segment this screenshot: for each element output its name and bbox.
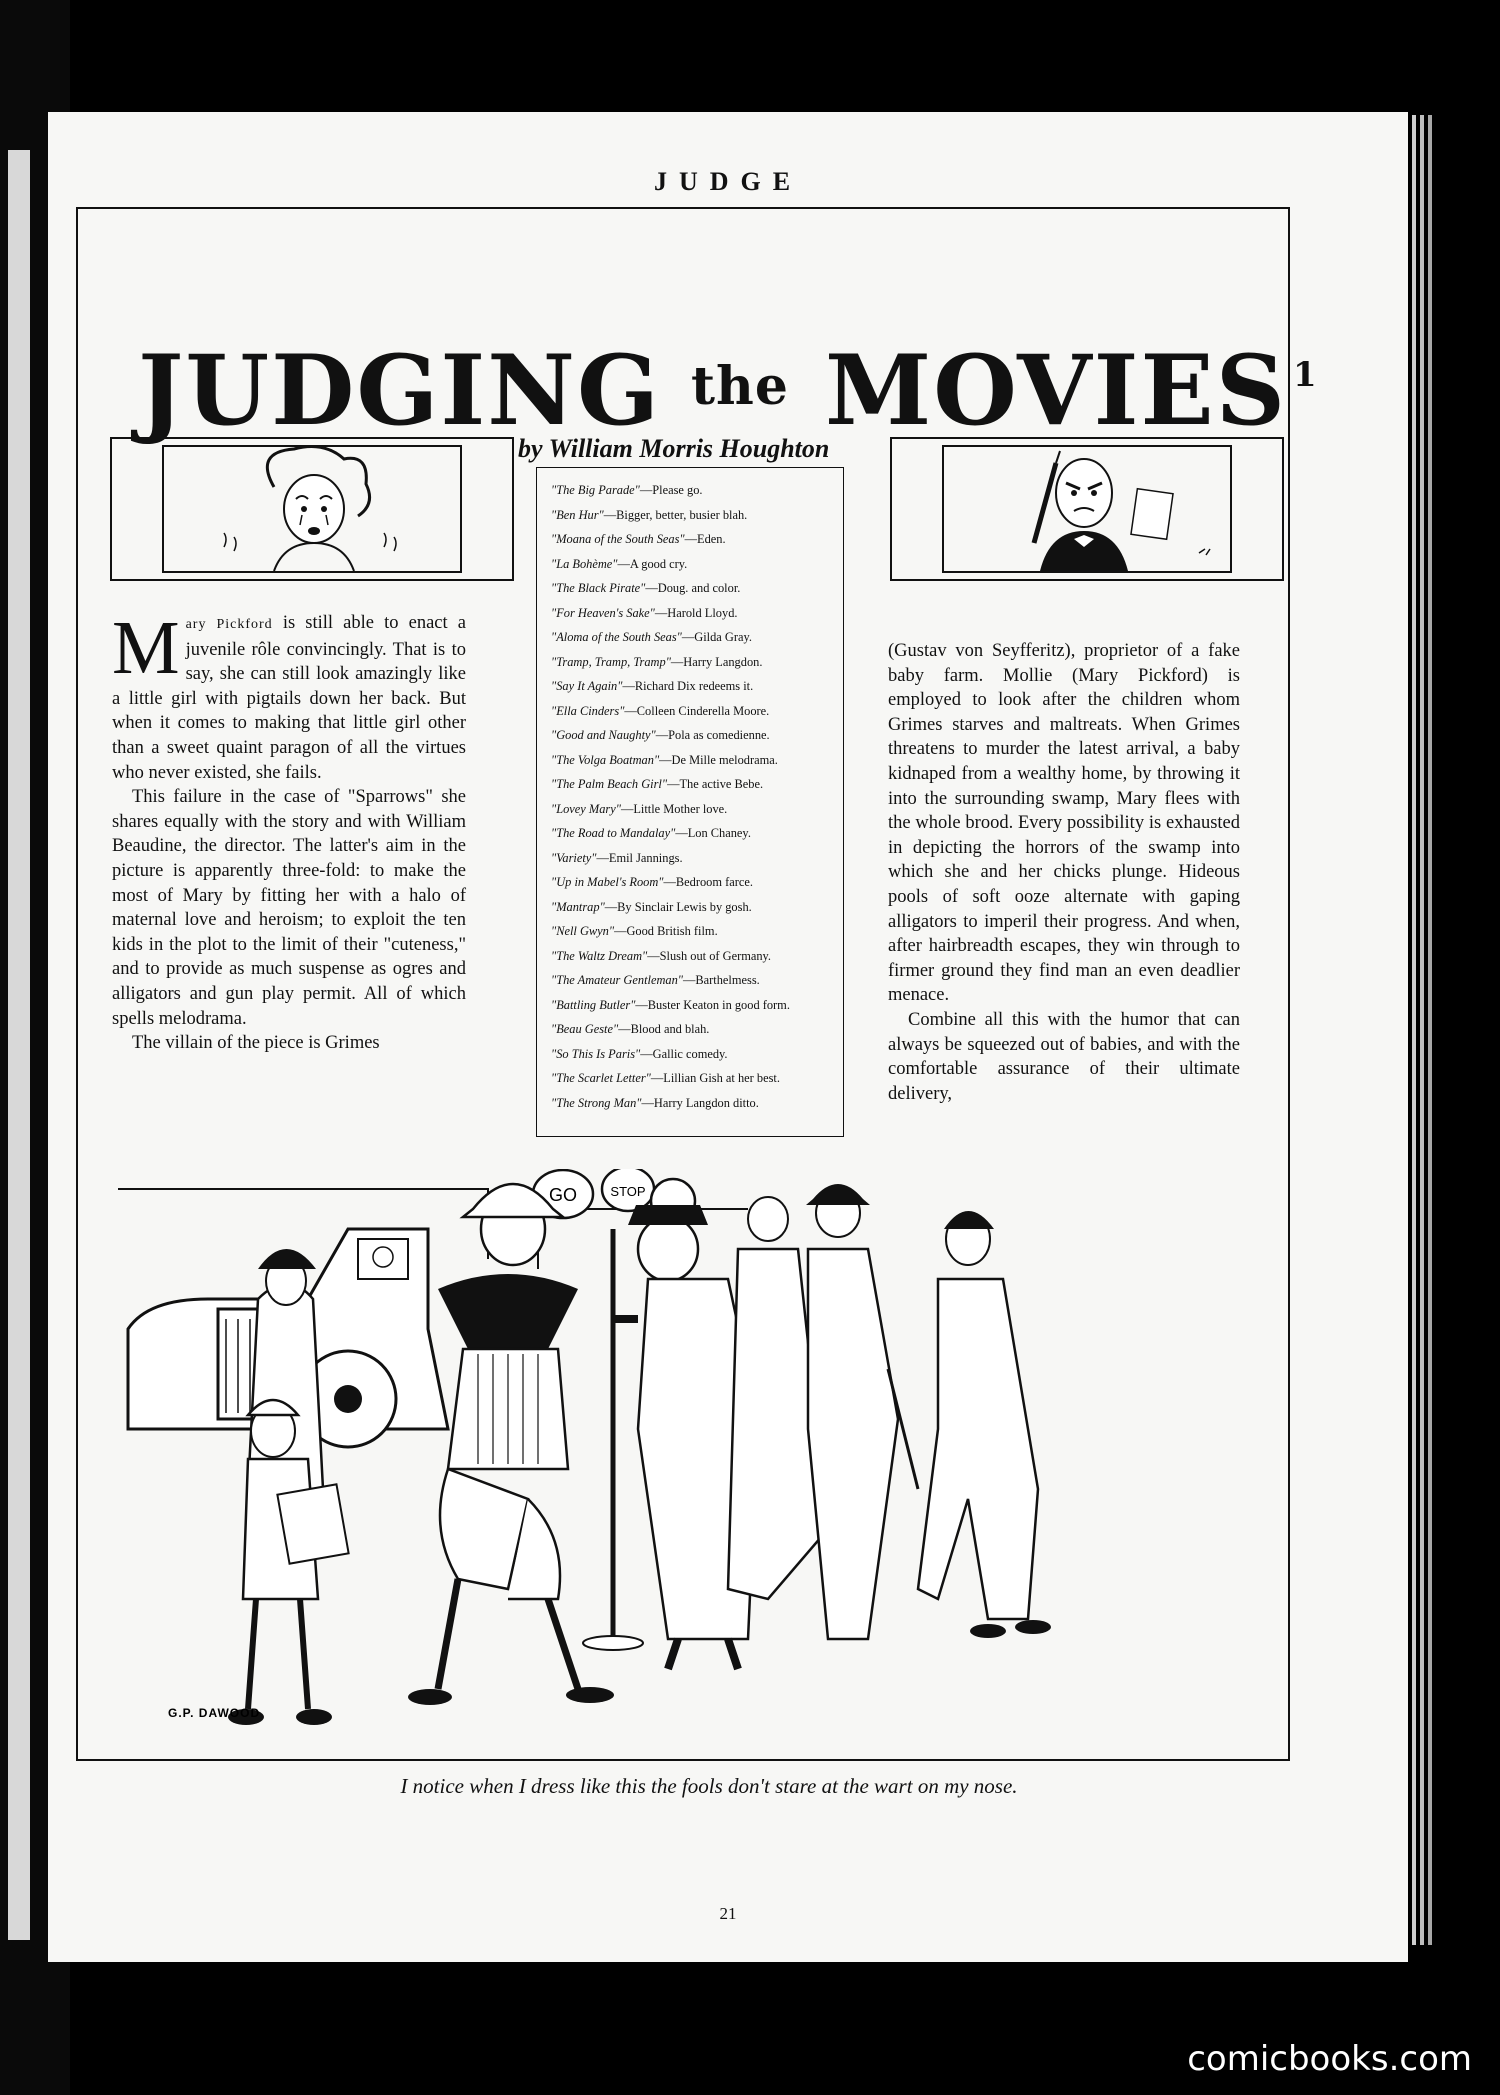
review-entry bbox=[551, 748, 833, 773]
film-title: "Battling Butler" bbox=[551, 997, 636, 1012]
review-entry bbox=[551, 601, 833, 626]
man-in-knickers-figure bbox=[408, 1184, 614, 1705]
bystanders-figures bbox=[728, 1184, 1051, 1639]
film-verdict: —Harold Lloyd. bbox=[654, 605, 738, 620]
review-entry bbox=[551, 846, 833, 871]
review-entry bbox=[551, 1091, 833, 1116]
article-frame bbox=[76, 207, 1319, 1798]
film-title: "Beau Geste" bbox=[551, 1022, 619, 1036]
signal-go-label: GO bbox=[548, 1185, 578, 1205]
review-entry bbox=[551, 1017, 833, 1042]
review-entry bbox=[551, 625, 833, 650]
masthead: JUDGE bbox=[653, 167, 803, 196]
title-word-judging: JUDGING bbox=[138, 334, 662, 447]
cartoon-caption: I notice when I dress like this the fools don't stare at the wart on my nose. bbox=[400, 1774, 1018, 1798]
signal-stop-label: STOP bbox=[610, 1184, 646, 1199]
review-entry bbox=[551, 723, 833, 748]
article-paragraph bbox=[112, 606, 466, 785]
film-verdict: —Lillian Gish at her best. bbox=[650, 1071, 780, 1085]
review-entry bbox=[551, 797, 833, 822]
review-entry bbox=[551, 674, 833, 699]
review-entry bbox=[551, 1042, 833, 1067]
byline: by William Morris Houghton bbox=[518, 434, 830, 463]
film-title: "The Road to Mandalay" bbox=[551, 826, 676, 840]
review-entry bbox=[551, 503, 833, 528]
review-entry bbox=[551, 478, 833, 503]
page-number: 21 bbox=[719, 1904, 737, 1923]
artist-signature: G.P. DAWOOD bbox=[168, 1706, 261, 1720]
article-paragraph: Combine all this with the humor that can always be squeezed out of babies, and with the comfortable assurance of their ultimate delivery, bbox=[888, 1009, 1240, 1104]
building-outline bbox=[118, 1189, 488, 1259]
review-entry bbox=[551, 650, 833, 675]
review-entry bbox=[551, 552, 833, 577]
quick-reviews-list bbox=[537, 468, 843, 1115]
review-entry bbox=[551, 699, 833, 724]
review-entry bbox=[551, 993, 833, 1018]
film-title: "The Big Parade" bbox=[551, 483, 640, 497]
film-title: "The Black Pirate" bbox=[551, 581, 646, 595]
previous-page-edge bbox=[8, 150, 30, 1940]
review-entry bbox=[551, 870, 833, 895]
film-verdict: —The active Bebe. bbox=[667, 777, 764, 791]
drop-cap: M bbox=[112, 606, 180, 690]
villain-with-pen-illustration bbox=[944, 447, 1230, 571]
left-text-column bbox=[112, 606, 466, 1056]
panel-inner-frame bbox=[162, 445, 462, 573]
review-entry bbox=[551, 1066, 833, 1091]
title-word-movies: MOVIES bbox=[824, 334, 1288, 447]
article-paragraph: This failure in the case of "Sparrows" she shares equally with the story and with William Beaudine, the director. The latter's aim in the picture is apparently three-fold: to make the most of Mary by fitting her with a halo of maternal love and heroism; to exploit the ten kids in the plot to the limit of their "cuteness," and to provide as much suspense as ogres and alligators and gun play permit. All of which spells melodrama. bbox=[112, 787, 466, 1029]
film-verdict: —Harry Langdon ditto. bbox=[641, 1095, 759, 1110]
film-title: "Say It Again" bbox=[551, 679, 623, 693]
review-entry bbox=[551, 968, 833, 993]
film-verdict: —Good British film. bbox=[614, 924, 718, 938]
quick-reviews-box bbox=[536, 467, 844, 1137]
review-entry bbox=[551, 576, 833, 601]
film-title: "The Scarlet Letter" bbox=[551, 1071, 651, 1085]
film-title: "Good and Naughty" bbox=[551, 728, 656, 742]
crying-girl-illustration bbox=[164, 447, 460, 571]
film-verdict: —Gallic comedy. bbox=[640, 1046, 728, 1061]
film-title: "Up in Mabel's Room" bbox=[551, 875, 664, 889]
street-scene-cartoon bbox=[108, 1169, 1258, 1759]
film-title: "Lovey Mary" bbox=[551, 801, 621, 816]
film-verdict: —Buster Keaton in good form. bbox=[635, 997, 790, 1012]
film-title: "The Strong Man" bbox=[551, 1095, 642, 1110]
page-edge bbox=[1428, 115, 1432, 1945]
film-title: "Ben Hur" bbox=[551, 507, 604, 522]
title-number: 1 bbox=[1293, 355, 1319, 395]
film-title: "Moana of the South Seas" bbox=[551, 532, 685, 546]
review-entry bbox=[551, 527, 833, 552]
film-title: "Ella Cinders" bbox=[551, 703, 625, 718]
watermark: comicbooks.com bbox=[1187, 2039, 1472, 2079]
boy-figure bbox=[228, 1400, 349, 1725]
review-entry bbox=[551, 919, 833, 944]
crying-girl-panel bbox=[110, 437, 514, 581]
page-edge bbox=[1420, 115, 1424, 1945]
review-entry bbox=[551, 944, 833, 969]
panel-inner-frame bbox=[942, 445, 1232, 573]
film-verdict: —Eden. bbox=[684, 532, 726, 546]
film-verdict: —Please go. bbox=[639, 483, 703, 497]
film-title: "Tramp, Tramp, Tramp" bbox=[551, 654, 671, 669]
review-entry bbox=[551, 821, 833, 846]
film-title: "Nell Gwyn" bbox=[551, 924, 615, 938]
film-title: "So This Is Paris" bbox=[551, 1046, 641, 1061]
article-paragraph: (Gustav von Seyfferitz), proprietor of a fake baby farm. Mollie (Mary Pickford) is employed to look after the children whom Grimes starves and maltreats. When Grimes threatens to murder the latest arrival, a baby kidnaped from a wealthy home, by throwing it into the surrounding swamp, Mary flees with the whole brood. Every possibility is exhausted in depicting the horrors of the swamp into which she and her chicks plunge. Hideous pools of soft ooze alternate with gaping alligators to imperil their progress. And when, after hairbreadth escapes, they win through to firmer ground they find man an even deadlier menace. bbox=[888, 641, 1240, 1006]
film-verdict: —Barthelmess. bbox=[683, 973, 760, 987]
film-verdict: —By Sinclair Lewis by gosh. bbox=[604, 899, 752, 914]
film-verdict: —Gilda Gray. bbox=[681, 630, 752, 644]
film-verdict: —Bigger, better, busier blah. bbox=[603, 507, 748, 522]
film-title: "The Palm Beach Girl" bbox=[551, 777, 668, 791]
article-title bbox=[138, 334, 1319, 447]
film-verdict: —Harry Langdon. bbox=[670, 654, 763, 669]
film-title: "Variety" bbox=[551, 850, 597, 865]
film-verdict: —Lon Chaney. bbox=[675, 826, 751, 840]
film-verdict: —Bedroom farce. bbox=[663, 875, 753, 889]
film-title: "For Heaven's Sake" bbox=[551, 605, 655, 620]
film-verdict: —De Mille melodrama. bbox=[659, 752, 778, 767]
film-verdict: —Doug. and color. bbox=[645, 581, 741, 595]
page-edge bbox=[1412, 115, 1416, 1945]
right-text-column bbox=[888, 639, 1240, 1106]
film-title: "The Volga Boatman" bbox=[551, 752, 660, 767]
film-title: "The Waltz Dream" bbox=[551, 948, 648, 963]
film-verdict: —A good cry. bbox=[617, 556, 688, 571]
title-word-the: the bbox=[691, 356, 789, 417]
film-verdict: —Slush out of Germany. bbox=[647, 948, 772, 963]
lead-in-smallcaps: ary Pickford bbox=[185, 617, 273, 632]
villain-panel bbox=[890, 437, 1284, 581]
film-title: "Aloma of the South Seas" bbox=[551, 630, 682, 644]
film-title: "La Bohème" bbox=[551, 556, 618, 571]
film-verdict: —Little Mother love. bbox=[620, 801, 728, 816]
magazine-page bbox=[48, 112, 1408, 1962]
film-verdict: —Blood and blah. bbox=[618, 1022, 710, 1036]
review-entry bbox=[551, 895, 833, 920]
film-verdict: —Colleen Cinderella Moore. bbox=[624, 703, 770, 718]
film-title: "The Amateur Gentleman" bbox=[551, 973, 684, 987]
paragraph-text: is still able to enact a juvenile rôle convincingly. That is to say, she can still look amazingly like a little girl with pigtails down her back. But when it comes to making that little girl other than a sweet quaint paragon of all the virtues who never existed, she fails. bbox=[112, 613, 466, 783]
film-verdict: —Emil Jannings. bbox=[596, 850, 683, 865]
film-title: "Mantrap" bbox=[551, 899, 605, 914]
film-verdict: —Richard Dix redeems it. bbox=[622, 679, 754, 693]
film-verdict: —Pola as comedienne. bbox=[655, 728, 770, 742]
review-entry bbox=[551, 772, 833, 797]
article-paragraph: The villain of the piece is Grimes bbox=[132, 1033, 380, 1054]
